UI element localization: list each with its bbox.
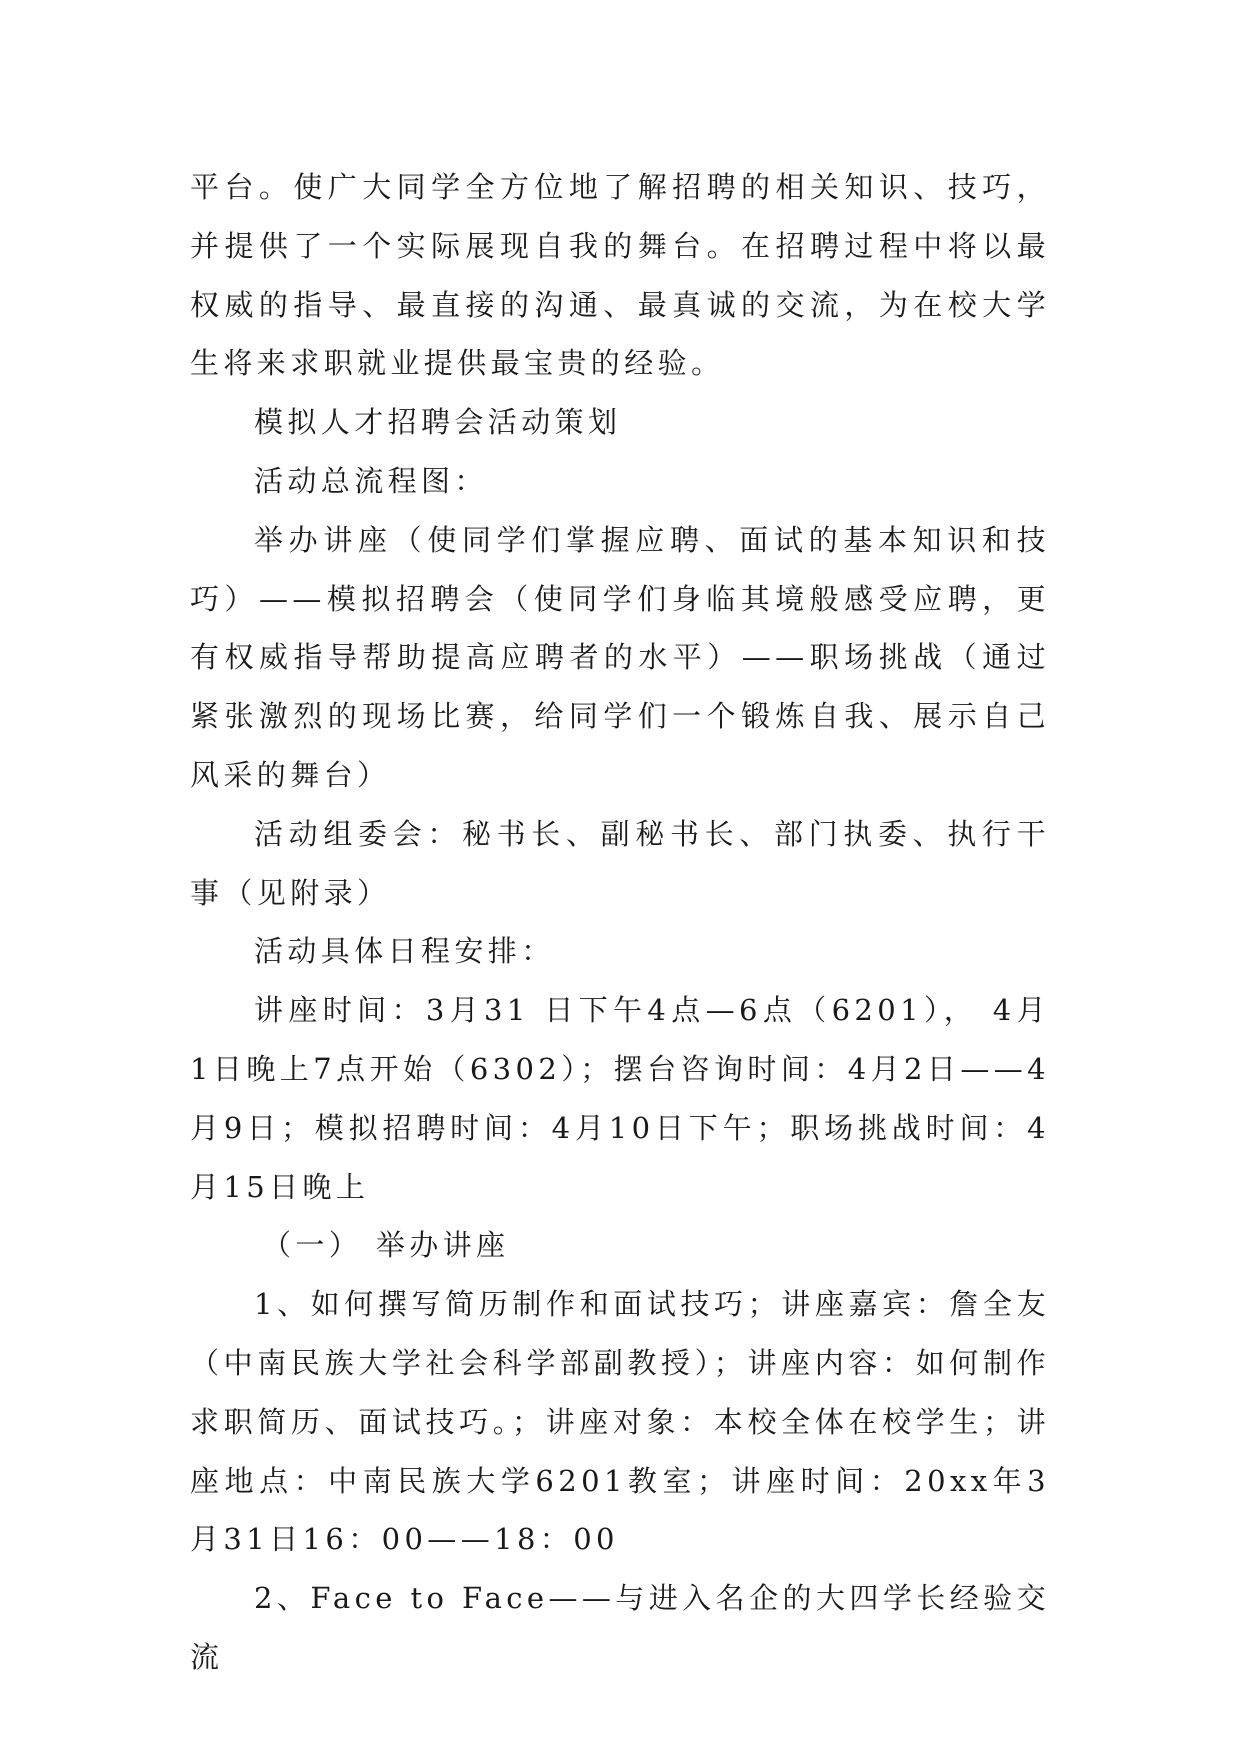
paragraph-lecture-1: 1、如何撰写简历制作和面试技巧；讲座嘉宾：詹全友（中南民族大学社会科学部副教授）；讲座内容：如何制作求职简历、面试技巧。；讲座对象：本校全体在校学生；讲座地点：中南民族大学6201教室；讲座时间：20xx年3月31日16：00——18：00	[190, 1287, 1050, 1557]
paragraph-flow: 举办讲座（使同学们掌握应聘、面试的基本知识和技巧）——模拟招聘会（使同学们身临其境般感受应聘，更有权威指导帮助提高应聘者的水平）——职场挑战（通过紧张激烈的现场比赛，给同学们一个锻炼自我、展示自己风采的舞台）	[190, 522, 1050, 792]
paragraph-committee: 活动组委会：秘书长、副秘书长、部门执委、执行干事（见附录）	[190, 816, 1050, 910]
paragraph-flow-title: 活动总流程图：	[254, 463, 488, 498]
paragraph-lecture-2: 2、Face to Face——与进入名企的大四学长经验交流	[190, 1581, 1050, 1674]
paragraph-schedule-title: 活动具体日程安排：	[254, 934, 555, 969]
paragraph-schedule: 讲座时间：3月31 日下午4点—6点（6201）， 4月1日晚上7点开始（6302）；摆台咨询时间：4月2日——4月9日；模拟招聘时间：4月10日下午；职场挑战时间：4月15日晚上	[190, 993, 1050, 1204]
paragraph-intro: 平台。使广大同学全方位地了解招聘的相关知识、技巧，并提供了一个实际展现自我的舞台。在招聘过程中将以最权威的指导、最直接的沟通、最真诚的交流，为在校大学生将来求职就业提供最宝贵的经验。	[190, 170, 1050, 381]
paragraph-plan-title: 模拟人才招聘会活动策划	[254, 405, 622, 440]
document-body	[190, 158, 1050, 1687]
section-heading-lectures: （一） 举办讲座	[262, 1228, 510, 1263]
